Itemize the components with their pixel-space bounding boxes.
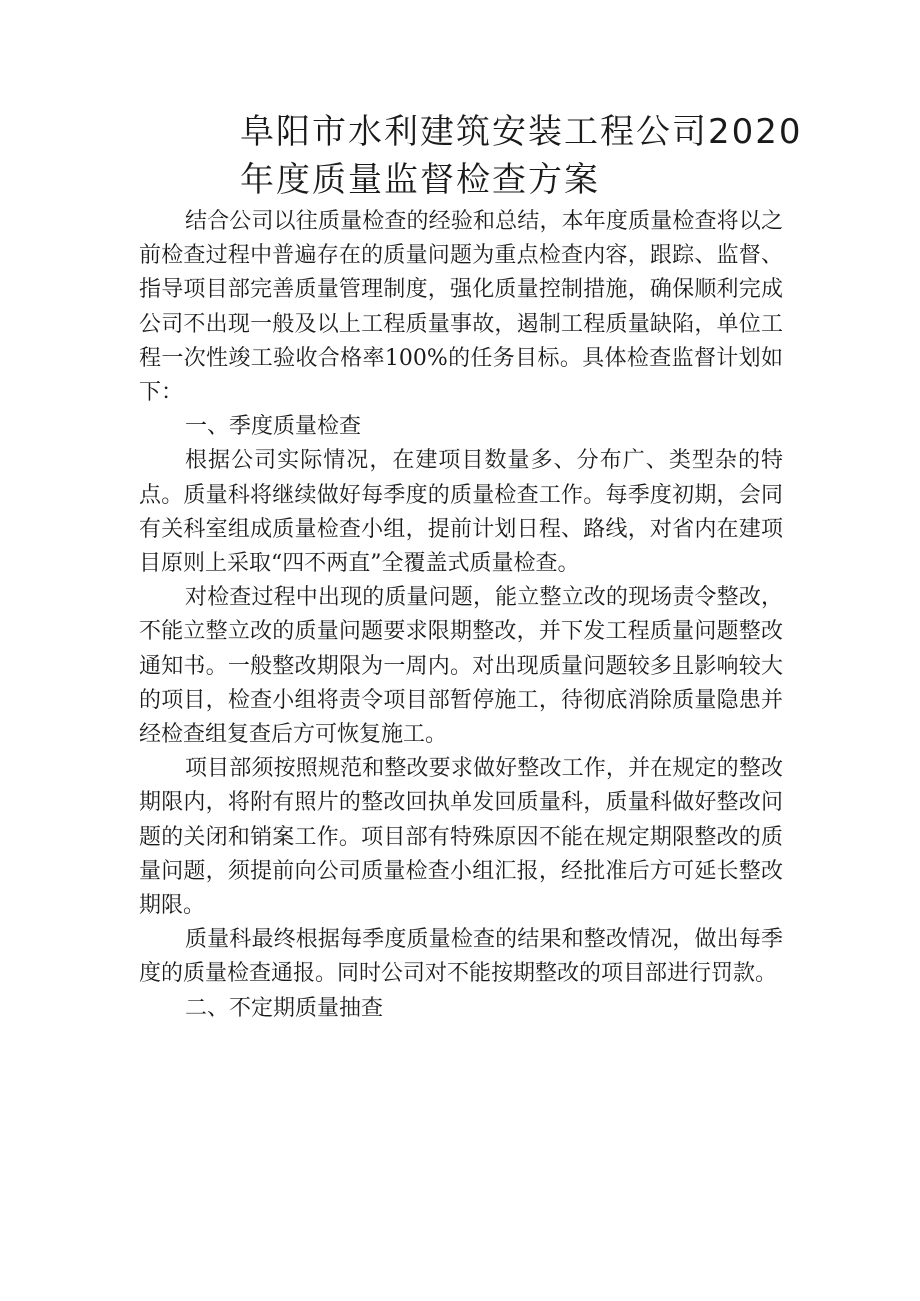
title-line-2: 年度质量监督检查方案 (240, 160, 600, 200)
document-title (240, 108, 820, 204)
intro-paragraph: 结合公司以往质量检查的经验和总结，本年度质量检查将以之前检查过程中普遍存在的质量问题为重点检查内容，跟踪、监督、指导项目部完善质量管理制度，强化质量控制措施，确保顺利完成公司不出现一般及以上工程质量事故，遏制工程质量缺陷，单位工程一次性竣工验收合格率100%的任务目标。具体检查监督计划如下： (139, 209, 783, 406)
body-paragraph: 根据公司实际情况，在建项目数量多、分布广、类型杂的特点。质量科将继续做好每季度的质量检查工作。每季度初期，会同有关科室组成质量检查小组，提前计划日程、路线，对省内在建项目原则上采取“四不两直”全覆盖式质量检查。 (139, 448, 783, 577)
body-paragraph: 对检查过程中出现的质量问题，能立整立改的现场责令整改，不能立整立改的质量问题要求限期整改，并下发工程质量问题整改通知书。一般整改期限为一周内。对出现质量问题较多且影响较大的项目，检查小组将责令项目部暂停施工，待彻底消除质量隐患并经检查组复查后方可恢复施工。 (139, 585, 783, 748)
body-paragraph: 质量科最终根据每季度质量检查的结果和整改情况，做出每季度的质量检查通报。同时公司对不能按期整改的项目部进行罚款。 (139, 927, 783, 987)
section-heading-2: 二、不定期质量抽查 (185, 995, 384, 1021)
body-paragraph: 项目部须按照规范和整改要求做好整改工作，并在规定的整改期限内，将附有照片的整改回执单发回质量科，质量科做好整改问题的关闭和销案工作。项目部有特殊原因不能在规定期限整改的质量问题，须提前向公司质量检查小组汇报，经批准后方可延长整改期限。 (139, 756, 783, 919)
title-line-1: 阜阳市水利建筑安装工程公司2020 (240, 112, 803, 152)
section-heading-1: 一、季度质量检查 (185, 414, 362, 440)
document-body (139, 205, 783, 1026)
